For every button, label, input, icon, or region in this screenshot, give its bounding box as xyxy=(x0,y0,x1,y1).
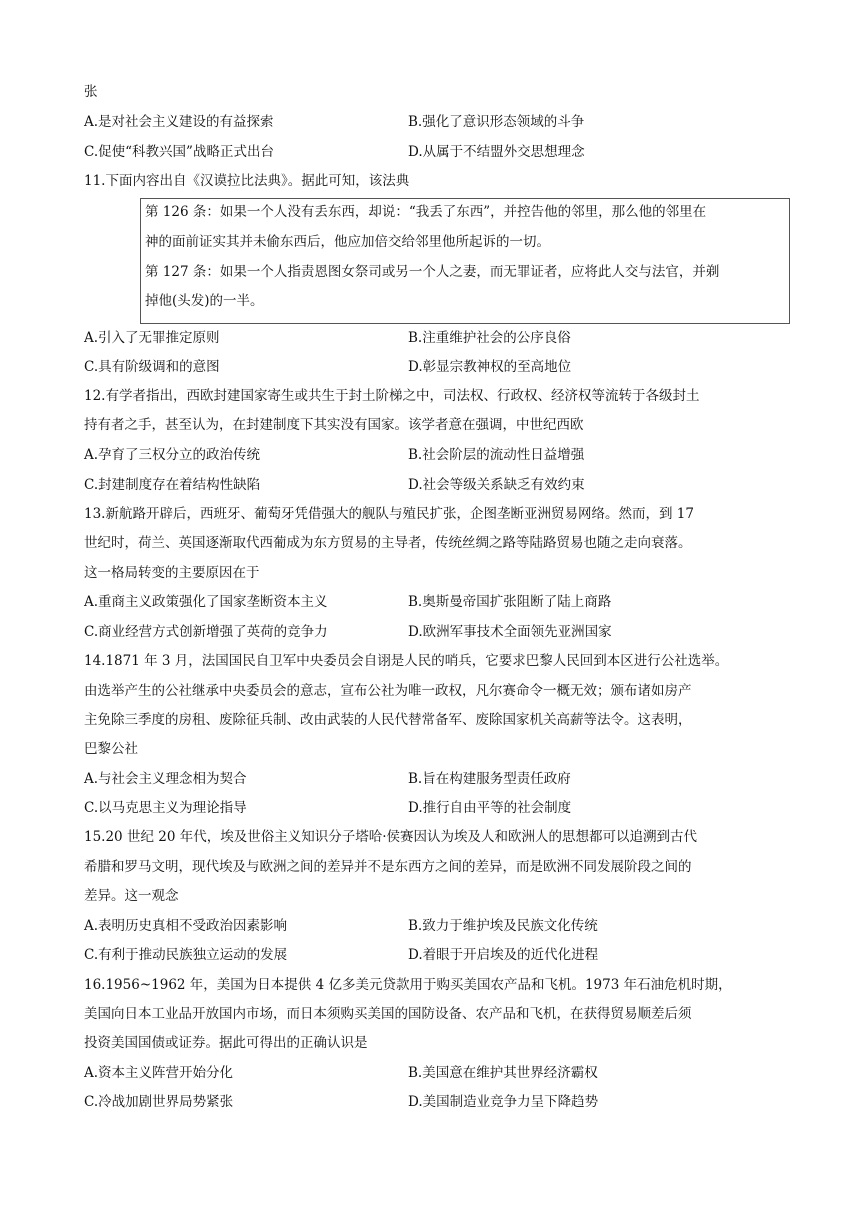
q15-stem-line: 15.20 世纪 20 年代，埃及世俗主义知识分子塔哈·侯赛因认为埃及人和欧洲人的思想都可以追溯到古代 xyxy=(84,829,697,845)
q12-stem-line: 12.有学者指出，西欧封建国家寄生或共生于封土阶梯之中，司法权、行政权、经济权等流转于各级封土 xyxy=(84,388,700,404)
q15-option-c: C.有利于推动民族独立运动的发展 xyxy=(84,947,288,963)
q11-option-c: C.具有阶级调和的意图 xyxy=(84,359,220,375)
q16-option-a: A.资本主义阵营开始分化 xyxy=(84,1065,234,1081)
q10-option-a: A.是对社会主义建设的有益探索 xyxy=(84,114,274,130)
q11-quote-line: 第 127 条：如果一个人指责恩图女祭司或另一个人之妻，而无罪证者，应将此人交与法官，并剃 xyxy=(145,264,720,280)
q12-option-b: B.社会阶层的流动性日益增强 xyxy=(408,447,585,463)
q12-option-d: D.社会等级关系缺乏有效约束 xyxy=(408,477,585,493)
q10-option-c: C.促使“科教兴国”战略正式出台 xyxy=(84,144,274,160)
q12-stem-line: 持有者之手，甚至认为，在封建制度下其实没有国家。该学者意在强调，中世纪西欧 xyxy=(84,417,584,433)
q13-option-d: D.欧洲军事技术全面领先亚洲国家 xyxy=(408,624,612,640)
q12-option-c: C.封建制度存在着结构性缺陷 xyxy=(84,477,261,493)
q16-option-b: B.美国意在维护其世界经济霸权 xyxy=(408,1065,598,1081)
q11-quote-line: 掉他(头发)的一半。 xyxy=(145,293,264,309)
q14-stem-line: 巴黎公社 xyxy=(84,741,138,757)
q15-option-d: D.着眼于开启埃及的近代化进程 xyxy=(408,947,599,963)
q15-option-b: B.致力于维护埃及民族文化传统 xyxy=(408,918,598,934)
q15-option-a: A.表明历史真相不受政治因素影响 xyxy=(84,918,288,934)
q13-stem-line: 这一格局转变的主要原因在于 xyxy=(84,565,260,581)
q11-quote-line: 第 126 条：如果一个人没有丢东西，却说：“我丢了东西”，并控告他的邻里，那么他的邻里在 xyxy=(145,204,707,220)
q11-stem: 11.下面内容出自《汉谟拉比法典》。据此可知，该法典 xyxy=(84,173,410,189)
q14-option-b: B.旨在构建服务型责任政府 xyxy=(408,771,571,787)
q13-option-a: A.重商主义政策强化了国家垄断资本主义 xyxy=(84,594,328,610)
q11-option-d: D.彰显宗教神权的至高地位 xyxy=(408,359,572,375)
q13-stem-line: 世纪时，荷兰、英国逐渐取代西葡成为东方贸易的主导者，传统丝绸之路等陆路贸易也随之走向衰落。 xyxy=(84,535,692,551)
q11-option-b: B.注重维护社会的公序良俗 xyxy=(408,330,571,346)
q11-option-a: A.引入了无罪推定原则 xyxy=(84,330,220,346)
q14-option-d: D.推行自由平等的社会制度 xyxy=(408,800,572,816)
q16-stem-line: 16.1956~1962 年，美国为日本提供 4 亿多美元贷款用于购买美国农产品和飞机。1973 年石油危机时期， xyxy=(84,977,732,993)
q13-option-c: C.商业经营方式创新增强了英荷的竞争力 xyxy=(84,624,328,640)
q14-option-c: C.以马克思主义为理论指导 xyxy=(84,800,247,816)
q15-stem-line: 差异。这一观念 xyxy=(84,888,179,904)
q15-stem-line: 希腊和罗马文明，现代埃及与欧洲之间的差异并不是东西方之间的差异，而是欧洲不同发展阶段之间的 xyxy=(84,859,692,875)
q16-option-c: C.冷战加剧世界局势紧张 xyxy=(84,1094,234,1110)
q13-option-b: B.奥斯曼帝国扩张阻断了陆上商路 xyxy=(408,594,612,610)
q14-stem-line: 14.1871 年 3 月，法国国民自卫军中央委员会自诩是人民的哨兵，它要求巴黎人民回到本区进行公社选举。 xyxy=(84,653,729,669)
q11-quote-line: 神的面前证实其并未偷东西后，他应加倍交给邻里他所起诉的一切。 xyxy=(145,234,550,250)
q14-stem-line: 主免除三季度的房租、废除征兵制、改由武装的人民代替常备军、废除国家机关高薪等法令。这表明， xyxy=(84,712,692,728)
q14-stem-line: 由选举产生的公社继承中央委员会的意志，宣布公社为唯一政权，凡尔赛命令一概无效；颁布诸如房产 xyxy=(84,683,692,699)
q16-stem-line: 投资美国国债或证券。据此可得出的正确认识是 xyxy=(84,1035,368,1051)
q14-option-a: A.与社会主义理念相为契合 xyxy=(84,771,247,787)
q10-option-b: B.强化了意识形态领域的斗争 xyxy=(408,114,585,130)
continuation-text: 张 xyxy=(84,84,98,100)
q13-stem-line: 13.新航路开辟后，西班牙、葡萄牙凭借强大的舰队与殖民扩张，企图垄断亚洲贸易网络。然而，到 17 xyxy=(84,506,694,522)
q16-option-d: D.美国制造业竞争力呈下降趋势 xyxy=(408,1094,599,1110)
q12-option-a: A.孕育了三权分立的政治传统 xyxy=(84,447,261,463)
q10-option-d: D.从属于不结盟外交思想理念 xyxy=(408,144,585,160)
q16-stem-line: 美国向日本工业品开放国内市场，而日本须购买美国的国防设备、农产品和飞机，在获得贸易顺差后须 xyxy=(84,1006,692,1022)
